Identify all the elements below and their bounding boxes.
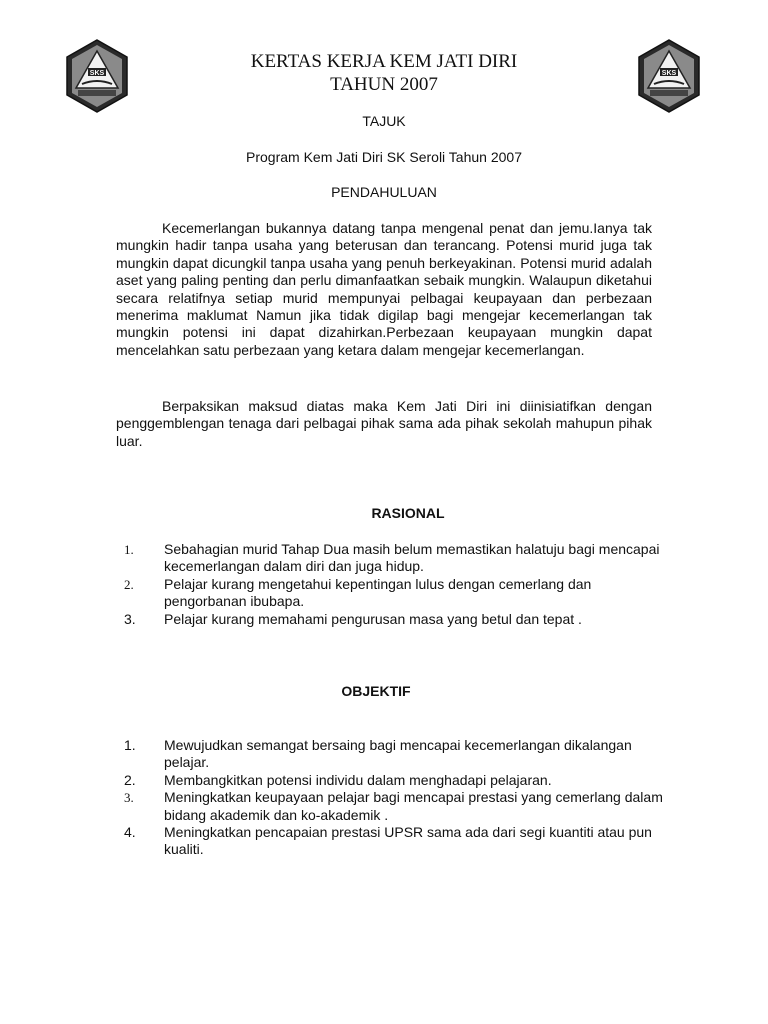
svg-text:SKS: SKS <box>89 70 105 77</box>
objektif-list <box>124 737 664 859</box>
document-title: KERTAS KERJA KEM JATI DIRI <box>250 51 518 72</box>
rasional-heading: RASIONAL <box>371 505 445 521</box>
tajuk-label: TAJUK <box>362 113 406 129</box>
pendahuluan-label: PENDAHULUAN <box>331 184 437 200</box>
rasional-list <box>124 541 664 628</box>
purpose-paragraph: Berpaksikan maksud diatas maka Kem Jati Diri ini diinisiatifkan dengan penggemblengan tenaga dari pelbagai pihak sama ada pihak sekolah mahupun pihak luar. <box>116 398 652 449</box>
document-title-year: TAHUN 2007 <box>330 74 438 95</box>
list-item: 4. Meningkatkan pencapaian prestasi UPSR sama ada dari segi kuantiti atau pun kualiti. <box>124 824 652 858</box>
list-item: 2. Membangkitkan potensi individu dalam menghadapi pelajaran. <box>124 771 552 788</box>
list-item: 1. Sebahagian murid Tahap Dua masih belum memastikan halatuju bagi mencapai kecemerlangan dalam diri dan juga hidup. <box>124 541 660 575</box>
svg-text:SKS: SKS <box>661 70 677 77</box>
objektif-heading: OBJEKTIF <box>341 683 411 699</box>
list-item: 3. Meningkatkan keupayaan pelajar bagi mencapai prestasi yang cemerlang dalam bidang akademik dan ko-akademik . <box>124 789 663 823</box>
list-item: 1. Mewujudkan semangat bersaing bagi mencapai kecemerlangan dikalangan pelajar. <box>124 737 632 771</box>
intro-paragraph: Kecemerlangan bukannya datang tanpa mengenal penat dan jemu.Ianya tak mungkin hadir tanpa usaha yang beterusan dan terancang. Potensi murid juga tak mungkin dapat dicungkil tanpa usaha yang penuh berkeyakinan. Potensi murid adalah aset yang paling penting dan perlu dimanfaatkan sebaik mungkin. Walaupun diketahui secara relatifnya setiap murid mempunyai pelbagai keupayaan dan perbezaan menerima maklumat Namun jika tidak digilap bagi mengejar kecemerlangan tak mungkin potensi ini dapat dizahirkan.Perbezaan keupayaan mungkin dapat mencelahkan satu perbezaan yang ketara dalam mengejar kecemerlangan. <box>116 220 652 358</box>
list-item: 2. Pelajar kurang mengetahui kepentingan lulus dengan cemerlang dan pengorbanan ibubapa. <box>124 575 592 610</box>
list-item: 3. Pelajar kurang memahami pengurusan masa yang betul dan tepat . <box>124 610 582 627</box>
program-title: Program Kem Jati Diri SK Seroli Tahun 2007 <box>246 149 522 165</box>
